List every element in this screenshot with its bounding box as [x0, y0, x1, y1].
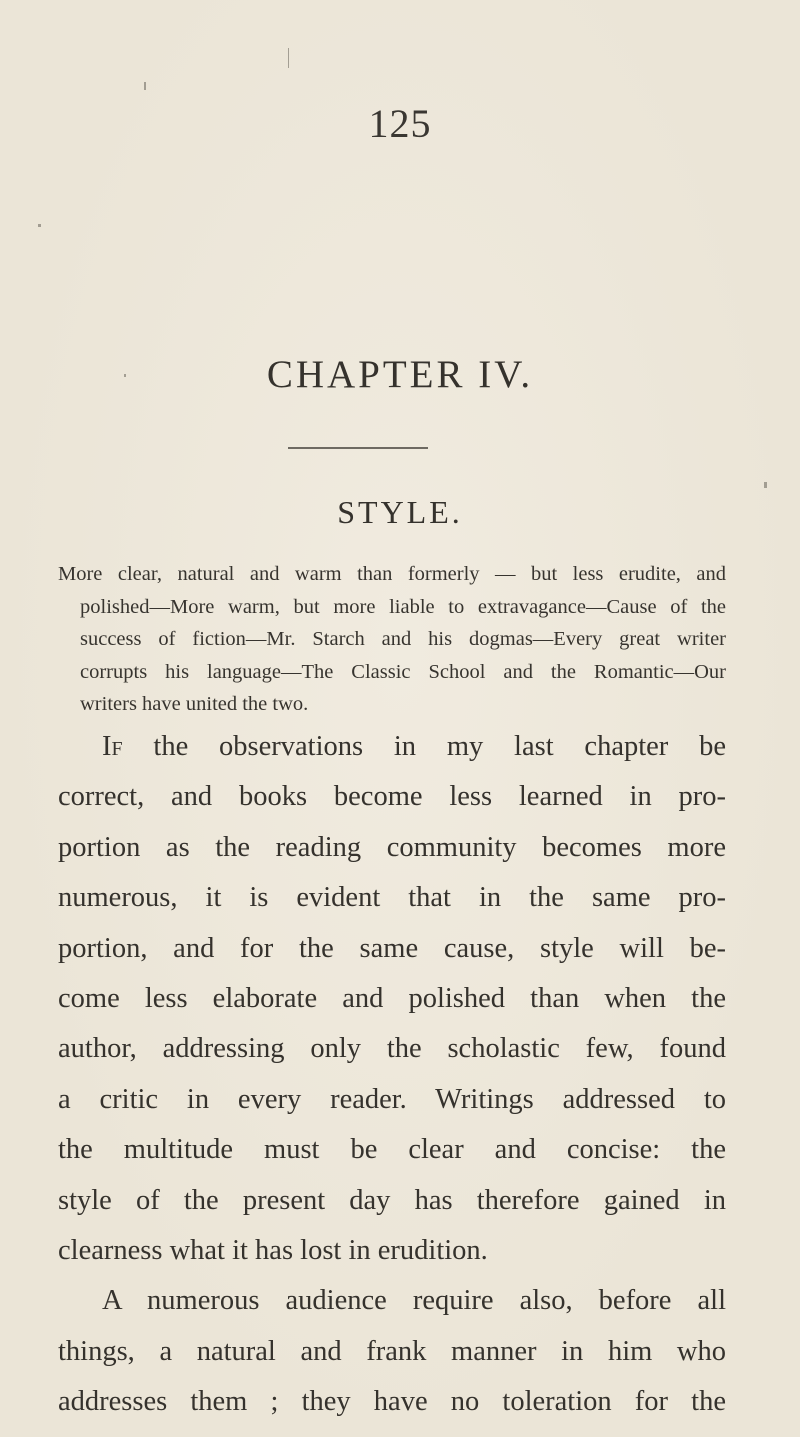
paragraph-line: correct, and books become less learned in pro-: [58, 781, 726, 813]
paper-speck: [38, 224, 41, 227]
paper-speck: [764, 482, 767, 488]
paragraph-line: A numerous audience require also, before all: [102, 1285, 726, 1317]
synopsis-line: writers have united the two.: [80, 693, 309, 715]
synopsis-line: More clear, natural and warm than formerly — but less erudite, and: [58, 563, 726, 585]
paragraph-line: a critic in every reader. Writings addressed to: [58, 1083, 726, 1115]
paragraph-line: addresses them ; they have no toleration for the: [58, 1386, 726, 1418]
paragraph-line: portion as the reading community becomes more: [58, 831, 726, 863]
paragraph-line: numerous, it is evident that in the same pro-: [58, 882, 726, 914]
paper-speck: [124, 374, 126, 377]
paper-speck: [288, 48, 289, 68]
paragraph-line: author, addressing only the scholastic few, found: [58, 1033, 726, 1065]
chapter-heading: CHAPTER IV.: [266, 353, 534, 396]
paragraph-line: things, a natural and frank manner in him who: [58, 1335, 726, 1367]
paragraph-line: portion, and for the same cause, style will be-: [58, 932, 726, 964]
synopsis-line: success of fiction—Mr. Starch and his dogmas—Every great writer: [80, 628, 726, 650]
paragraph-line: the multitude must be clear and concise: the: [58, 1134, 726, 1166]
paragraph-line: style of the present day has therefore gained in: [58, 1184, 726, 1216]
paragraph-line: come less elaborate and polished than when the: [58, 983, 726, 1015]
paragraph-lead-word: If: [102, 731, 123, 762]
chapter-synopsis: [58, 558, 726, 721]
page-number: 125: [368, 101, 432, 146]
paragraph-line: clearness what it has lost in erudition.: [58, 1235, 488, 1267]
synopsis-line: corrupts his language—The Classic School and the Romantic—Our: [80, 660, 726, 683]
section-title: STYLE.: [337, 494, 463, 530]
paper-speck: [144, 82, 146, 90]
heading-divider: [288, 447, 428, 449]
paragraph-line-rest: the observations in my last chapter be: [122, 731, 726, 762]
paragraph-line: [58, 722, 726, 772]
body-text: [58, 722, 726, 1428]
synopsis-line: polished—More warm, but more liable to extravagance—Cause of the: [80, 595, 726, 618]
